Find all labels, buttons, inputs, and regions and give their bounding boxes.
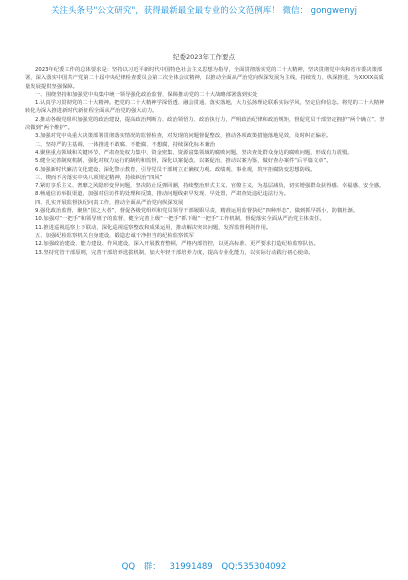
- document-title: 纪委2023年工作要点: [172, 53, 236, 61]
- body-paragraph: 8.畅通信访举报渠道，加强对信访件的处理和反馈，推动问题线索早发现、早处置，严肃查处违纪违法行为。: [35, 191, 290, 198]
- banner-text: 关注头条号"公文研究"，获得最新最全最专业的公文范例库！ 微信： gongwenyj: [50, 6, 358, 16]
- footer-contact: [0, 560, 408, 572]
- body-paragraph: 一、围绕坚持和加强党中央集中统一领导强化政治监督，保障推动党的二十大战略部署落到实处: [35, 91, 258, 98]
- header-banner: [0, 6, 408, 17]
- document-body: [25, 66, 385, 558]
- footer-qq-group: QQ 群： 31991489: [121, 562, 213, 572]
- body-paragraph: 6.加强新时代廉洁文化建设，深化警示教育，引导党员干部树立正确权力观、政绩观、事业观，筑牢拒腐防变思想防线。: [35, 166, 316, 173]
- body-paragraph: 13.坚持党管干部原则，完善干部培养选拔机制，加大年轻干部培养力度，提高专业化能力，以实际行动践行初心使命。: [35, 249, 314, 256]
- body-paragraph: 7.紧盯享乐主义、奢靡之风隐形变异问题，坚决防止反弹回潮，持续整治形式主义、官僚主义，为基层减负，切实增强群众获得感、幸福感、安全感。: [35, 183, 385, 190]
- body-paragraph: 2023年纪委工作的总体要求是：坚持以习近平新时代中国特色社会主义思想为指导，全面贯彻落实党的二十大精神，坚决贯彻党中央和省市委决策部署，深入落实中国共产党第二十届中央纪律检查委员会第二次全体会议精神，以推动全面从严治党向纵深发展为主线，持续发力、纵深推进，为XXXX高质量发展提供坚强保障。: [25, 67, 384, 90]
- body-paragraph: 3.加强对党中央重大决策部署贯彻落实情况的监督检查，对发现的问题督促整改，推动各项政策措施落地见效，及时纠正偏差。: [35, 133, 332, 140]
- body-paragraph: 5.健全完善制度机制，强化对权力运行的制约和监督，深化以案促改、以案促治，推动以案为鉴，做好查办案件“后半篇文章”。: [35, 158, 332, 165]
- body-paragraph: 四、扎实开展监督执纪问责工作，推动全面从严治党向纵深发展: [35, 199, 184, 206]
- body-paragraph: 4.聚焦重点领域和关键环节，严肃查处权力集中、资金密集、资源富集领域的腐败问题，坚决查处群众身边的腐败问题，形成有力震慑。: [35, 149, 353, 156]
- footer-qq: QQ:535304092: [221, 562, 287, 572]
- body-paragraph: 2.推动各级党组织加强党的政治建设，提高政治判断力、政治领悟力、政治执行力，严明政治纪律和政治规矩，督促党员干部坚定拥护“两个确立”、坚决做到“两个维护”。: [25, 116, 385, 132]
- body-paragraph: 二、坚持严的主基调，一体推进不敢腐、不能腐、不想腐，持续深化标本兼治: [35, 141, 216, 148]
- body-paragraph: 9.强化政治监督，聚焦“国之大者”，督促各级党组织和党员领导干部履职尽责，精准运用监督执纪“四种形态”，做到抓早抓小、防微杜渐。: [35, 208, 359, 215]
- body-paragraph: 11.推进巡视巡察上下联动，深化巡视巡察整改和成果运用，推动解决突出问题，发挥监督利剑作用。: [35, 224, 272, 231]
- body-paragraph: 12.加强政治建设、能力建设、作风建设，深入开展教育整顿，严格内部管控，以更高标准、更严要求打造纪检监察队伍。: [35, 241, 319, 248]
- body-paragraph: 1.认真学习贯彻党的二十大精神。把党的二十大精神学深悟透、融会贯通、落实落地，大力弘扬理论联系实际学风，坚定信仰信念。将党的二十大精神转化为深入推进新时代新征程全面从严治党的强大动力。: [25, 100, 385, 115]
- body-paragraph: 五、加强纪检监察机关自身建设，锻造忠诚干净担当的纪检监察铁军: [35, 232, 194, 239]
- body-paragraph: 10.加强对“一把手”和领导班子的监督，健全完善上级“一把手”抓下级“一把手”工作机制，督促落实全面从严治党主体责任。: [35, 216, 325, 223]
- body-paragraph: 三、锲而不舍落实中央八项规定精神，持续纠治“四风”: [35, 174, 163, 181]
